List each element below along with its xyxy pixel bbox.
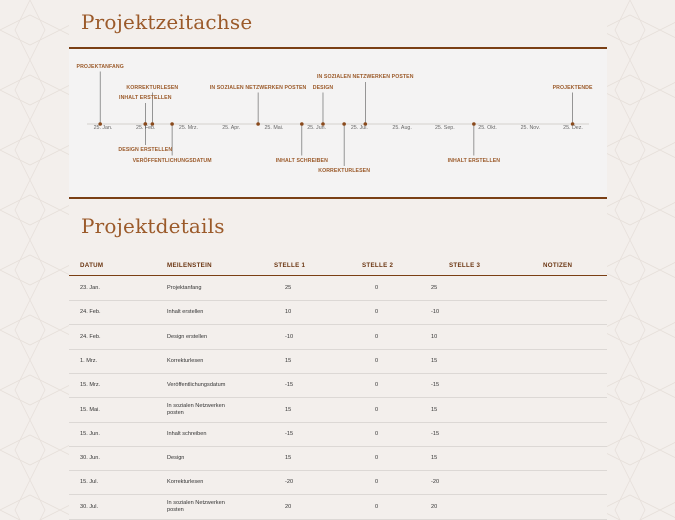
cell-pos3: 25 bbox=[431, 285, 438, 291]
cell-date: 15. Mai. bbox=[80, 406, 100, 413]
col-header-date: DATUM bbox=[80, 262, 104, 269]
col-header-pos2: STELLE 2 bbox=[362, 262, 394, 269]
cell-pos3: 10 bbox=[431, 333, 438, 340]
cell-pos3: 20 bbox=[431, 503, 438, 510]
cell-date: 24. Feb. bbox=[80, 309, 101, 316]
col-header-milestone: MEILENSTEIN bbox=[167, 262, 212, 269]
table-row[interactable] bbox=[69, 496, 607, 520]
cell-pos1: -15 bbox=[285, 382, 294, 389]
timeline-month-tick: 25. Jul. bbox=[350, 125, 368, 131]
timeline-chart bbox=[69, 49, 607, 197]
cell-milestone: Design erstellen bbox=[167, 333, 208, 340]
cell-pos1: -20 bbox=[285, 479, 294, 486]
timeline-month-tick: 25. Feb. bbox=[136, 125, 156, 131]
milestone-marker bbox=[256, 122, 260, 126]
timeline-month-tick: 25. Okt. bbox=[478, 125, 497, 131]
timeline-svg bbox=[69, 49, 607, 197]
table-row[interactable] bbox=[69, 399, 607, 423]
milestone-label: PROJEKTANFANG bbox=[76, 63, 124, 70]
cell-pos3: 15 bbox=[431, 455, 438, 462]
cell-pos1: 15 bbox=[285, 455, 292, 462]
cell-milestone: Projektanfang bbox=[167, 285, 202, 291]
timeline-month-tick: 25. Sep. bbox=[434, 125, 455, 131]
timeline-month-tick: 25. Jan. bbox=[93, 125, 113, 131]
cell-pos2: 0 bbox=[375, 333, 379, 340]
cell-milestone: Korrekturlesen bbox=[167, 479, 204, 486]
table-row[interactable] bbox=[69, 374, 607, 398]
milestone-label: DESIGN ERSTELLEN bbox=[118, 147, 173, 153]
milestone-label: PROJEKTENDE bbox=[552, 84, 593, 91]
cell-milestone: Korrekturlesen bbox=[167, 357, 204, 364]
cell-milestone: In sozialen Netzwerken posten bbox=[167, 402, 225, 416]
cell-pos2: 0 bbox=[375, 309, 379, 316]
milestone-label: IN SOZIALEN NETZWERKEN POSTEN bbox=[316, 74, 414, 80]
cell-pos3: -15 bbox=[431, 382, 440, 389]
cell-pos2: 0 bbox=[375, 430, 379, 437]
cell-pos2: 0 bbox=[375, 455, 379, 462]
milestone-label: INHALT SCHREIBEN bbox=[275, 157, 328, 164]
milestone-label: DESIGN bbox=[312, 84, 334, 91]
timeline-month-tick: 25. Nov. bbox=[520, 125, 540, 131]
timeline-month-tick: 25. Dez. bbox=[563, 125, 583, 131]
table-row[interactable] bbox=[69, 447, 607, 471]
cell-pos2: 0 bbox=[375, 357, 379, 364]
cell-milestone: In sozialen Netzwerken posten bbox=[167, 499, 225, 513]
table-row[interactable] bbox=[69, 326, 607, 350]
milestone-marker bbox=[342, 122, 346, 126]
col-header-pos3: STELLE 3 bbox=[449, 262, 481, 269]
milestone-marker bbox=[472, 122, 476, 126]
timeline-title: Projektzeitachse bbox=[81, 10, 253, 34]
cell-pos1: 15 bbox=[285, 406, 292, 413]
cell-pos3: 15 bbox=[431, 357, 438, 364]
cell-pos2: 0 bbox=[375, 503, 379, 510]
milestone-label: VERÖFFENTLICHUNGSDATUM bbox=[132, 157, 212, 164]
cell-pos2: 0 bbox=[375, 382, 379, 389]
timeline-month-tick: 25. Jun. bbox=[307, 125, 327, 131]
cell-pos1: 10 bbox=[285, 309, 292, 316]
col-header-notes: NOTIZEN bbox=[543, 262, 573, 269]
timeline-bottom-rule bbox=[69, 197, 607, 199]
timeline-month-tick: 25. Mrz. bbox=[178, 125, 199, 131]
cell-date: 15. Jun. bbox=[80, 430, 100, 437]
table-row[interactable] bbox=[69, 301, 607, 325]
col-header-pos1: STELLE 1 bbox=[274, 262, 306, 269]
cell-pos3: 15 bbox=[431, 406, 438, 413]
worksheet bbox=[69, 0, 607, 520]
details-title: Projektdetails bbox=[81, 214, 225, 238]
header-rule bbox=[69, 275, 607, 276]
table-row[interactable] bbox=[69, 423, 607, 447]
cell-date: 15. Jul. bbox=[80, 479, 99, 486]
cell-date: 1. Mrz. bbox=[80, 357, 98, 364]
cell-pos1: 25 bbox=[285, 285, 292, 291]
cell-date: 15. Mrz. bbox=[80, 382, 101, 389]
cell-date: 30. Jun. bbox=[80, 455, 100, 462]
milestone-label: KORREKTURLESEN bbox=[126, 84, 179, 91]
cell-milestone: Design bbox=[167, 455, 185, 462]
milestone-label: IN SOZIALEN NETZWERKEN POSTEN bbox=[209, 84, 307, 91]
milestone-marker bbox=[300, 122, 304, 126]
timeline-month-tick: 25. Aug. bbox=[392, 125, 412, 131]
table-row[interactable] bbox=[69, 471, 607, 495]
cell-pos3: -20 bbox=[431, 479, 440, 486]
milestone-label: INHALT ERSTELLEN bbox=[119, 95, 172, 101]
cell-pos3: -10 bbox=[431, 309, 440, 316]
cell-pos1: 20 bbox=[285, 503, 292, 510]
timeline-month-tick: 25. Mai. bbox=[264, 125, 284, 131]
table-row[interactable] bbox=[69, 277, 607, 301]
milestone-marker bbox=[170, 122, 174, 126]
cell-date: 24. Feb. bbox=[80, 333, 101, 340]
cell-pos2: 0 bbox=[375, 479, 379, 486]
cell-pos3: -15 bbox=[431, 430, 440, 437]
cell-pos2: 0 bbox=[375, 406, 379, 413]
cell-pos1: -10 bbox=[285, 333, 294, 340]
timeline-month-tick: 25. Apr. bbox=[222, 125, 241, 131]
cell-milestone: Inhalt schreiben bbox=[167, 430, 207, 437]
cell-milestone: Veröffentlichungsdatum bbox=[167, 382, 226, 389]
cell-milestone: Inhalt erstellen bbox=[167, 309, 204, 316]
table-row[interactable] bbox=[69, 350, 607, 374]
cell-pos1: -15 bbox=[285, 430, 294, 437]
cell-pos1: 15 bbox=[285, 357, 292, 364]
milestone-label: KORREKTURLESEN bbox=[318, 168, 371, 174]
cell-pos2: 0 bbox=[375, 285, 379, 291]
cell-date: 30. Jul. bbox=[80, 503, 99, 510]
milestone-label: INHALT ERSTELLEN bbox=[447, 157, 501, 164]
cell-date: 23. Jan. bbox=[80, 285, 100, 291]
